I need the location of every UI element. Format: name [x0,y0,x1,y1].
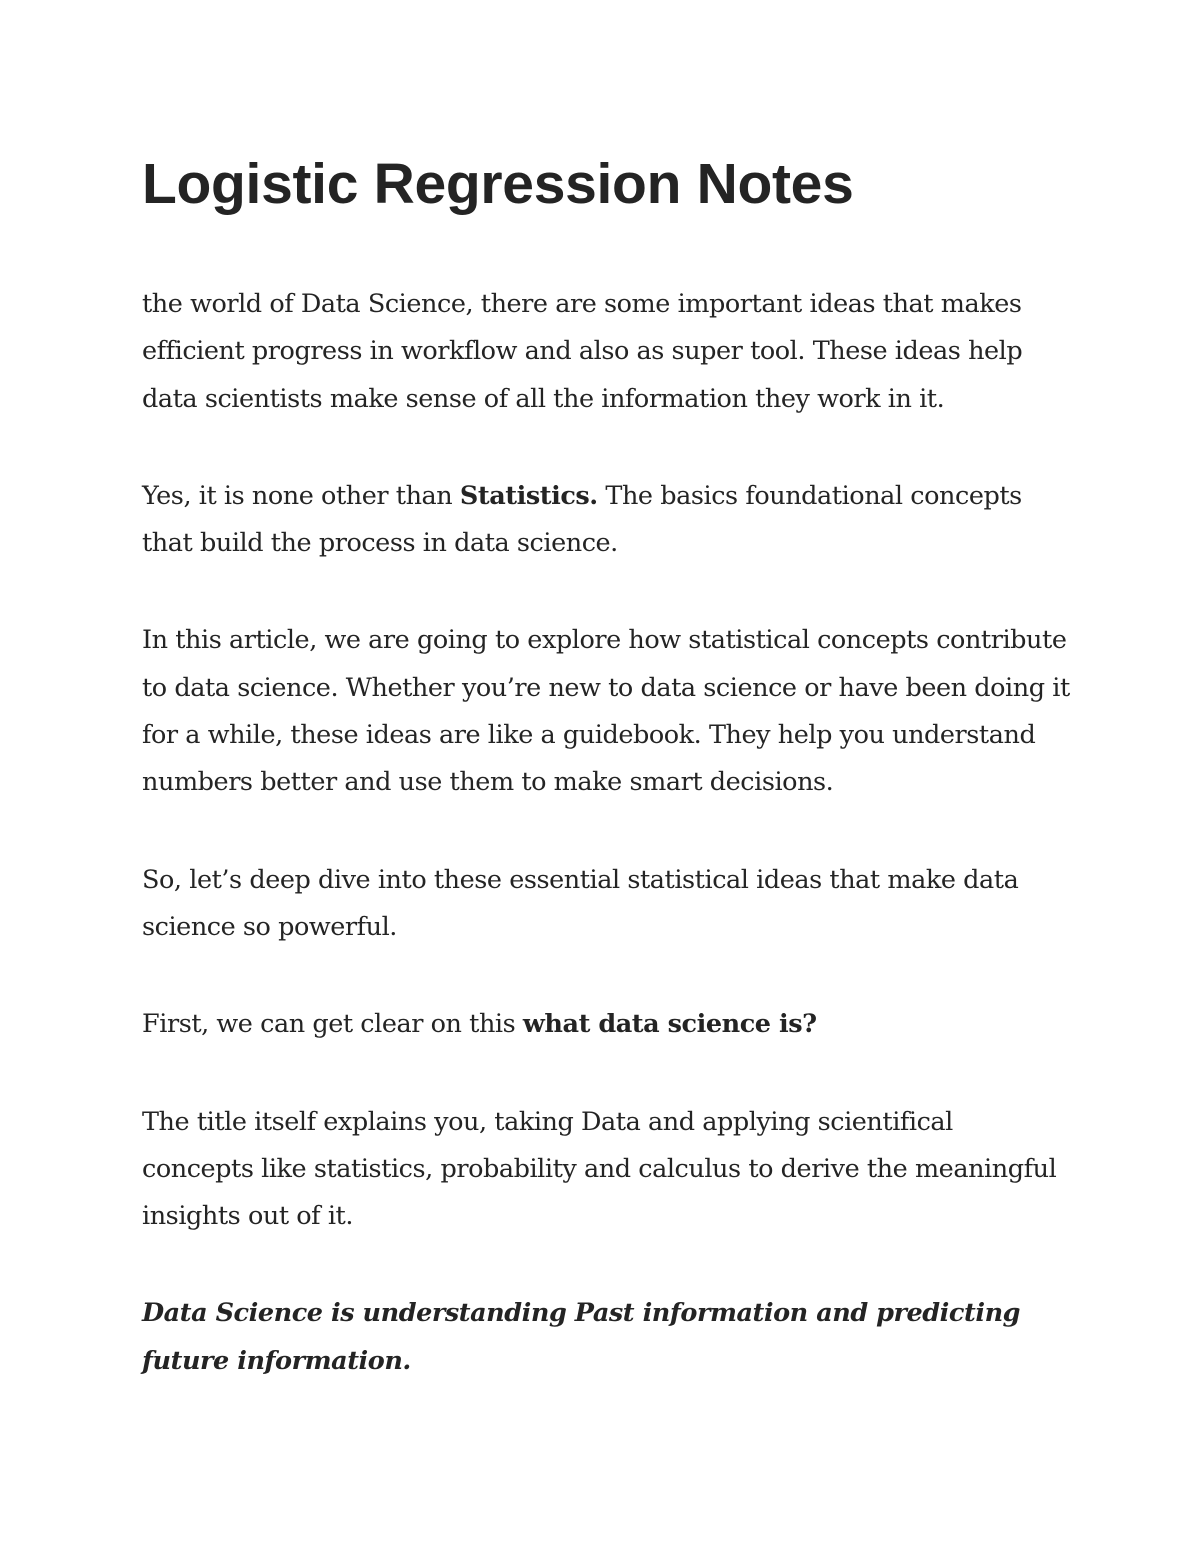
paragraph-article-overview: In this article, we are going to explore how statistical concepts contribute to data science. Whether you’re new to data science or have been doing it for a while, these ideas are like a guidebook. They help you understand numbers better and use them to make smart decisions. [142,625,1070,798]
document-content [142,150,1072,1385]
statistics-bold-text: Statistics. [459,480,598,511]
paragraph-question-lead: First, we can get clear on this [142,1009,523,1040]
paragraph-statistics [142,473,1072,568]
paragraph-statistics-tail: The basics foundational concepts that build the process in data science. [142,480,1022,559]
paragraph-deep-dive: So, let’s deep dive into these essential statistical ideas that make data science so powerful. [142,864,1019,942]
document-title: Logistic Regression Notes [142,152,854,216]
question-bold-text: what data science is? [522,1009,817,1040]
paragraph-question [142,1001,1072,1048]
paragraph-emphasis-quote: Data Science is understanding Past information and predicting future information. [142,1298,1021,1376]
paragraph-definition: The title itself explains you, taking Data and applying scientifical concepts like statistics, probability and calculus to derive the meaningful insights out of it. [142,1106,1057,1232]
paragraph-intro: the world of Data Science, there are some important ideas that makes efficient progress in workflow and also as super tool. These ideas help data scientists make sense of all the information they work in it. [142,289,1023,414]
paragraph-statistics-lead: Yes, it is none other than [142,480,460,511]
